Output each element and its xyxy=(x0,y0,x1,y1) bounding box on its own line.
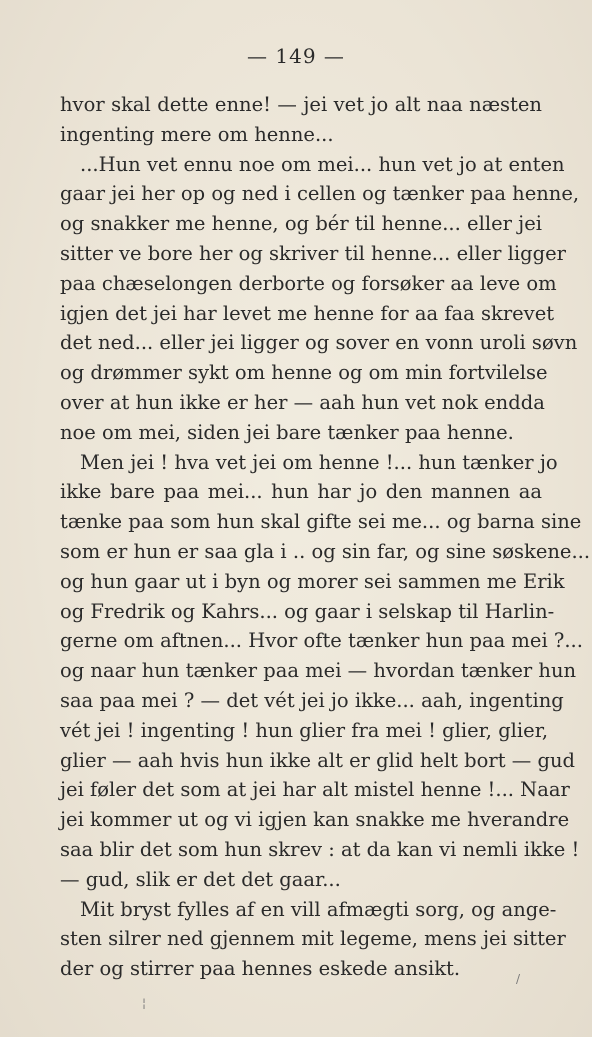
text-line: tænke paa som hun skal gifte sei me... og barna sine xyxy=(60,510,582,534)
text-line: ikke bare paa mei... hun har jo den mannen aa xyxy=(60,480,542,504)
text-line: ...Hun vet ennu noe om mei... hun vet jo at enten xyxy=(80,152,565,176)
text-line: der og stirrer paa hennes eskede ansikt. xyxy=(60,957,461,981)
text-line: gaar jei her op og ned i cellen og tænker paa henne, xyxy=(60,182,580,206)
text-line: og Fredrik og Kahrs... og gaar i selskap til Harlin- xyxy=(60,599,555,623)
text-line: glier — aah hvis hun ikke alt er glid helt bort — gud xyxy=(60,748,575,772)
text-line: sten silrer ned gjennem mit legeme, mens jei sitter xyxy=(60,927,566,951)
pencil-mark-icon: ¦ xyxy=(142,996,147,1010)
text-line: — gud, slik er det det gaar... xyxy=(60,867,341,891)
text-line: det ned... eller jei ligger og sover en vonn uroli søvn xyxy=(60,331,578,355)
text-line: hvor skal dette enne! — jei vet jo alt naa næsten xyxy=(60,93,542,116)
text-line: igjen det jei har levet me henne for aa faa skrevet xyxy=(60,301,555,325)
page-number: — 149 — xyxy=(247,44,345,68)
text-line: gerne om aftnen... Hvor ofte tænker hun paa mei ?... xyxy=(60,629,583,653)
text-line: jei føler det som at jei har alt mistel henne !... Naar xyxy=(60,778,570,802)
text-line: vét jei ! ingenting ! hun glier fra mei ! glier, glier, xyxy=(60,718,549,742)
text-line: og hun gaar ut i byn og morer sei sammen me Erik xyxy=(60,569,565,593)
text-line: saa paa mei ? — det vét jei jo ikke... aah, ingenting xyxy=(60,688,564,712)
text-line: som er hun er saa gla i .. og sin far, og sine søskene... xyxy=(60,539,591,563)
pencil-mark-icon: / xyxy=(516,972,521,986)
text-line: noe om mei, siden jei bare tænker paa henne. xyxy=(60,420,514,444)
body-text xyxy=(60,90,591,984)
text-line: paa chæselongen derborte og forsøker aa leve om xyxy=(60,271,557,295)
text-line: saa blir det som hun skrev : at da kan vi nemli ikke ! xyxy=(60,837,580,861)
text-line: jei kommer ut og vi igjen kan snakke me hverandre xyxy=(60,808,570,832)
text-line: sitter ve bore her og skriver til henne... eller ligger xyxy=(60,241,566,265)
text-line: og naar hun tænker paa mei — hvordan tænker hun xyxy=(60,659,577,683)
text-line: og snakker me henne, og bér til henne... eller jei xyxy=(60,212,542,236)
text-line: og drømmer sykt om henne og om min fortvilelse xyxy=(60,361,548,385)
text-line: Men jei ! hva vet jei om henne !... hun tænker jo xyxy=(80,450,558,474)
text-line: ingenting mere om henne... xyxy=(60,122,334,146)
text-line: over at hun ikke er her — aah hun vet nok endda xyxy=(60,390,545,414)
text-line: Mit bryst fylles af en vill afmægti sorg, og ange- xyxy=(80,897,557,921)
